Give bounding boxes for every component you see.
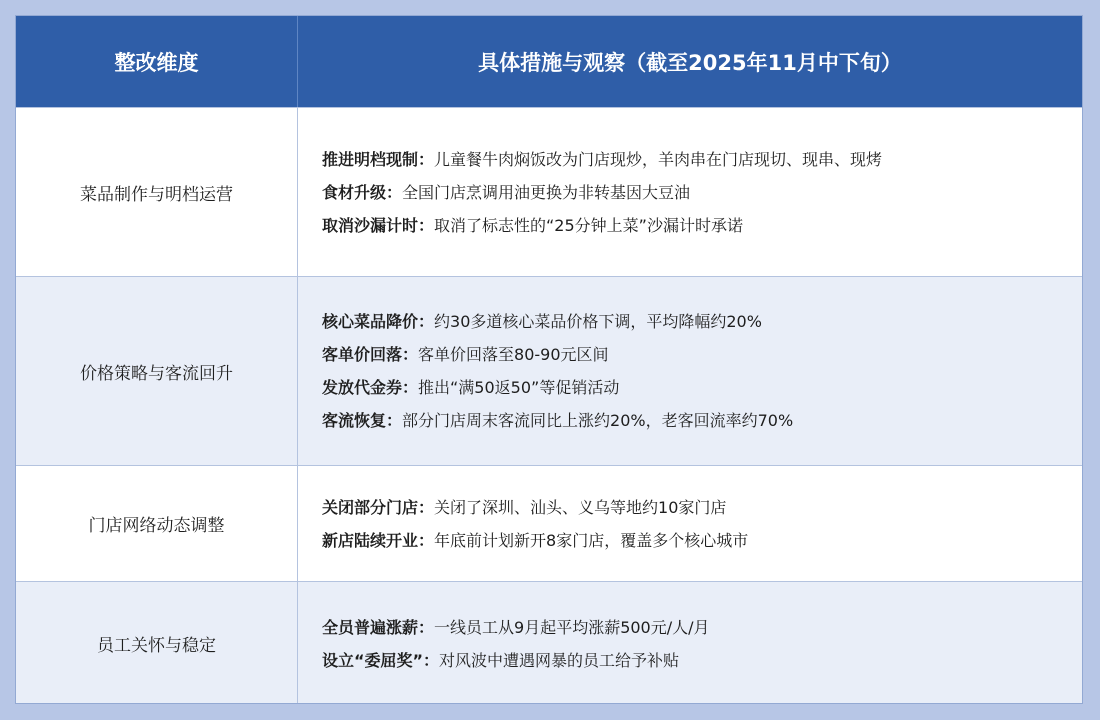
table-header [16, 16, 1082, 107]
measure-item [322, 338, 1082, 371]
row-dimension: 员工关怀与稳定 [16, 582, 298, 704]
measure-detail: 部分门店周末客流同比上涨约20%，老客回流率约70% [402, 411, 794, 430]
measure-term: 设立“委屈奖”： [322, 650, 440, 670]
measure-item [322, 491, 1082, 524]
measure-term: 客流恢复： [322, 411, 403, 430]
measure-item [322, 371, 1082, 404]
row-measures [298, 466, 1082, 581]
measure-term: 推进明档现制： [322, 149, 435, 169]
measure-item [322, 143, 1082, 176]
row-measures [298, 582, 1082, 704]
measure-detail: 一线员工从9月起平均涨薪500元/人/月 [434, 617, 710, 637]
row-dimension: 门店网络动态调整 [16, 466, 298, 581]
measure-detail: 全国门店烹调用油更换为非转基因大豆油 [402, 182, 691, 202]
row-measures [298, 108, 1082, 276]
measure-term: 核心菜品降价： [322, 312, 435, 331]
measure-item [322, 176, 1082, 209]
row-measures [298, 277, 1082, 465]
measure-detail: 对风波中遭遇网暴的员工给予补贴 [439, 650, 680, 670]
measure-term: 取消沙漏计时： [322, 215, 435, 235]
table-row [16, 581, 1082, 704]
measure-detail: 约30多道核心菜品价格下调，平均降幅约20% [434, 312, 762, 331]
measure-item [322, 305, 1082, 338]
header-dimension: 整改维度 [16, 16, 298, 107]
row-dimension: 价格策略与客流回升 [16, 277, 298, 465]
table-row [16, 276, 1082, 465]
row-dimension: 菜品制作与明档运营 [16, 108, 298, 276]
measure-item [322, 644, 1082, 677]
measure-term: 关闭部分门店： [322, 497, 435, 517]
measure-item [322, 611, 1082, 644]
measure-term: 客单价回落： [322, 345, 419, 364]
measure-detail: 取消了标志性的“25分钟上菜”沙漏计时承诺 [434, 215, 743, 235]
measure-detail: 关闭了深圳、汕头、义乌等地约10家门店 [434, 497, 727, 517]
measure-item [322, 404, 1082, 437]
header-measures: 具体措施与观察（截至2025年11月中下旬） [478, 50, 902, 75]
measure-term: 食材升级： [322, 182, 403, 202]
measure-item [322, 209, 1082, 242]
measure-detail: 年底前计划新开8家门店，覆盖多个核心城市 [434, 530, 749, 550]
table-row [16, 465, 1082, 581]
table-row [16, 107, 1082, 276]
measure-term: 发放代金券： [322, 378, 419, 397]
measure-detail: 儿童餐牛肉焖饭改为门店现炒，羊肉串在门店现切、现串、现烤 [434, 149, 883, 169]
measure-detail: 推出“满50返50”等促销活动 [418, 378, 620, 397]
rectification-table [15, 15, 1083, 704]
measure-detail: 客单价回落至80-90元区间 [418, 345, 609, 364]
measure-term: 新店陆续开业： [322, 530, 435, 550]
measure-item [322, 524, 1082, 557]
measure-term: 全员普遍涨薪： [322, 617, 435, 637]
